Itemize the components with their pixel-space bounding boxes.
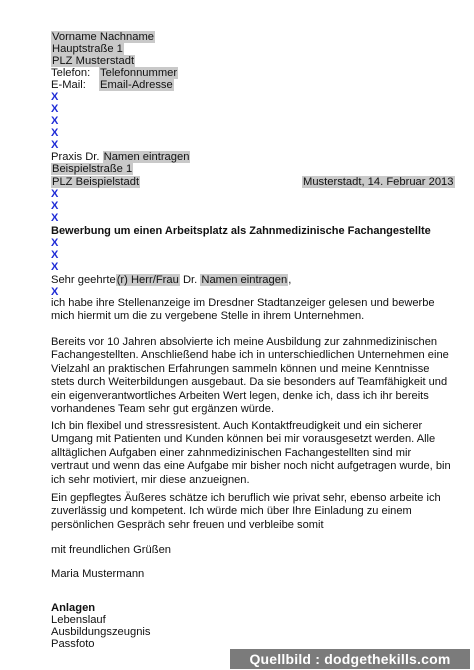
attachment-item: Ausbildungszeugnis — [51, 626, 151, 638]
phone-value: Telefonnummer — [100, 67, 178, 79]
marker-x: X — [51, 188, 59, 200]
recipient-street-text: Beispielstraße 1 — [52, 163, 133, 175]
practice-name: Namen eintragen — [103, 151, 190, 163]
salutation-name: Namen eintragen — [201, 274, 288, 286]
body-paragraph: Ein gepflegtes Äußeres schätze ich beruflich wie privat sehr, ebenso arbeite ich zuverlässig und kompetent. Ich würde mich über Ihre Einladung zu einem persönlichen Gespräch sehr freuen und verbleibe somit — [51, 492, 441, 531]
sender-name-text: Vorname Nachname — [52, 31, 154, 43]
practice-prefix: Praxis Dr. — [51, 151, 103, 163]
sender-city — [51, 55, 135, 67]
sender-phone — [51, 67, 178, 79]
marker-x: X — [51, 237, 59, 249]
body-paragraph: Ich bin flexibel und stressresistent. Auch Kontaktfreudigkeit und ein sicherer Umgang mit Patienten und Kunden können bei mir vorausgesetzt werden. Alle alltäglichen Aufgaben einer zahnmedizinischen Fachangestellten sind mir vertraut und wenn das eine Aufgabe mir bisher noch nicht aufgetragen wurde, bin ich sehr motiviert, mir diese anzueignen. — [51, 420, 451, 486]
date-text: Musterstadt, 14. Februar 2013 — [303, 176, 454, 188]
salutation-comma: , — [288, 274, 292, 286]
marker-x: X — [51, 127, 59, 139]
recipient-city-text: PLZ Beispielstadt — [52, 176, 140, 188]
closing: mit freundlichen Grüßen — [51, 544, 172, 556]
salutation — [51, 274, 291, 286]
recipient-street — [51, 163, 133, 175]
marker-x: X — [51, 91, 59, 103]
marker-x: X — [51, 115, 59, 127]
sender-street — [51, 43, 124, 55]
email-label: E-Mail: — [51, 79, 86, 91]
marker-x: X — [51, 261, 59, 273]
body-paragraph: Bereits vor 10 Jahren absolvierte ich meine Ausbildung zur zahnmedizinischen Fachangestellten. Anschließend habe ich in unterschiedlichen Unternehmen eine Vielzahl an praktischen Erfahrungen sammeln können und meine Kenntnisse stets durch Weiterbildungen ausgebaut. Da sie besonders auf Teamfähigkeit und ein eigenverantwortliches Arbeiten Wert legen, denke ich, dass ich ihr bereits vorhandenes Team sehr gut ergänzen würde. — [51, 336, 449, 416]
recipient-city — [51, 176, 140, 188]
signature-name: Maria Mustermann — [51, 568, 145, 580]
marker-x: X — [51, 103, 59, 115]
marker-x: X — [51, 200, 59, 212]
source-watermark: Quellbild : dodgethekills.com — [230, 649, 470, 669]
body-paragraph: ich habe ihre Stellenanzeige im Dresdner Stadtanzeiger gelesen und bewerbe mich hiermit um die zu vergebene Stelle in ihrem Unternehmen. — [51, 297, 435, 323]
marker-x: X — [51, 249, 59, 261]
subject-line: Bewerbung um einen Arbeitsplatz als Zahnmedizinische Fachangestellte — [51, 225, 431, 237]
attachment-item: Lebenslauf — [51, 614, 106, 626]
marker-x: X — [51, 212, 59, 224]
marker-x: X — [51, 139, 59, 151]
attachment-item: Passfoto — [51, 638, 95, 650]
date-line — [302, 176, 455, 188]
salutation-title: (r) Herr/Frau — [116, 274, 179, 286]
sender-street-text: Hauptstraße 1 — [52, 43, 123, 55]
recipient-practice — [51, 151, 190, 163]
sender-email — [51, 79, 174, 91]
salutation-prefix: Sehr geehrte — [51, 274, 116, 286]
salutation-dr: Dr. — [179, 274, 201, 286]
marker-x: X — [51, 286, 59, 298]
sender-city-text: PLZ Musterstadt — [52, 55, 135, 67]
attachments-heading: Anlagen — [51, 602, 96, 614]
sender-name — [51, 31, 155, 43]
email-value: Email-Adresse — [100, 79, 173, 91]
phone-label: Telefon: — [51, 67, 91, 79]
